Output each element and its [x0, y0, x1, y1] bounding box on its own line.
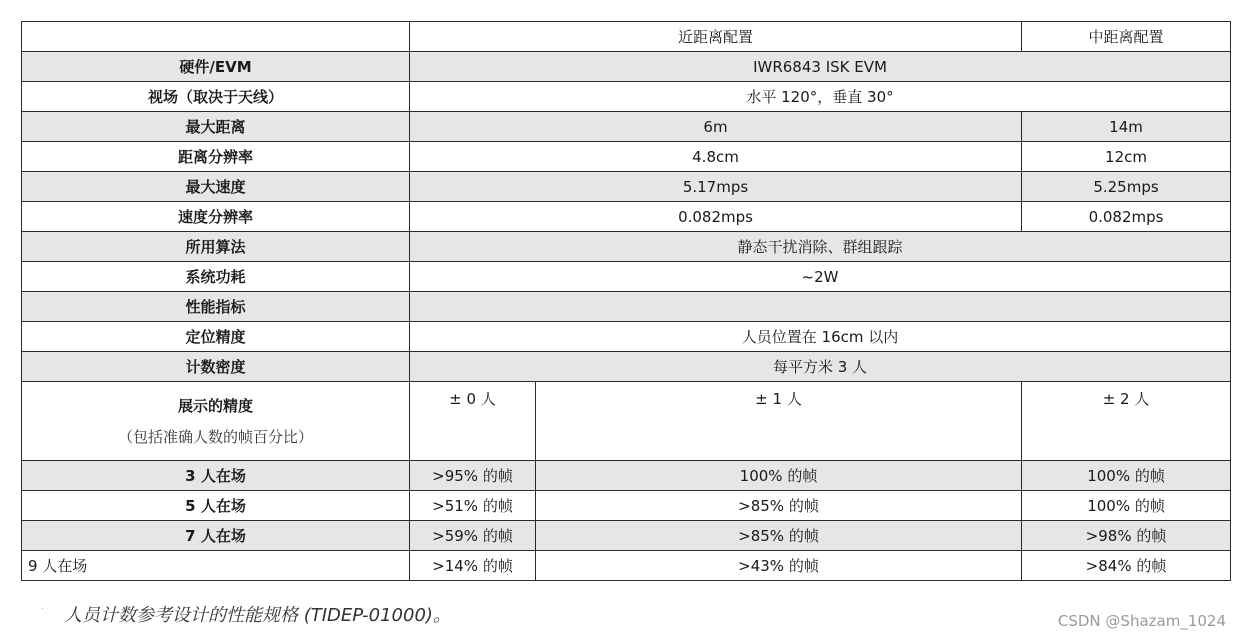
- row-mid-max-range: 14m: [1022, 112, 1231, 142]
- scenario-cell: 100% 的帧: [536, 461, 1022, 491]
- row-label-location-accuracy: 定位精度: [22, 322, 410, 352]
- row-value-hardware: IWR6843 ISK EVM: [410, 52, 1231, 82]
- scenario-cell: 100% 的帧: [1022, 461, 1231, 491]
- row-label-max-range: 最大距离: [22, 112, 410, 142]
- table-caption: 人员计数参考设计的性能规格 (TIDEP-01000)。: [64, 605, 451, 626]
- watermark: CSDN @Shazam_1024: [1057, 612, 1226, 630]
- row-label-max-velocity: 最大速度: [22, 172, 410, 202]
- row-value-fov: 水平 120°，垂直 30°: [410, 82, 1231, 112]
- spec-table: [21, 21, 1231, 581]
- table-row: [22, 112, 1231, 142]
- table-row: [22, 142, 1231, 172]
- scenario-cell: >59% 的帧: [410, 521, 536, 551]
- row-near-velocity-resolution: 0.082mps: [410, 202, 1022, 232]
- scenario-label: 5 人在场: [22, 491, 410, 521]
- row-value-performance: [410, 292, 1231, 322]
- row-label-hardware: 硬件/EVM: [22, 52, 410, 82]
- table-row: [22, 322, 1231, 352]
- header-mid-config: 中距离配置: [1022, 22, 1231, 52]
- row-near-max-range: 6m: [410, 112, 1022, 142]
- header-near-config: 近距离配置: [410, 22, 1022, 52]
- row-label-velocity-resolution: 速度分辨率: [22, 202, 410, 232]
- row-value-power: ~2W: [410, 262, 1231, 292]
- scenario-cell: 100% 的帧: [1022, 491, 1231, 521]
- accuracy-col-2: ± 2 人: [1022, 382, 1231, 461]
- scenario-cell: >95% 的帧: [410, 461, 536, 491]
- accuracy-col-1: ± 1 人: [536, 382, 1022, 461]
- table-row: [22, 352, 1231, 382]
- scenario-label: 7 人在场: [22, 521, 410, 551]
- accuracy-label-cell: [22, 382, 410, 461]
- header-row: [22, 22, 1231, 52]
- scenario-cell: >84% 的帧: [1022, 551, 1231, 581]
- accuracy-title: 展示的精度: [177, 397, 253, 415]
- row-value-count-density: 每平方米 3 人: [410, 352, 1231, 382]
- accuracy-header-row: [22, 382, 1231, 461]
- scenario-label: 3 人在场: [22, 461, 410, 491]
- table-row: [22, 551, 1231, 581]
- table-row: [22, 232, 1231, 262]
- scenario-cell: >85% 的帧: [536, 521, 1022, 551]
- table-row: [22, 262, 1231, 292]
- row-label-count-density: 计数密度: [22, 352, 410, 382]
- scenario-cell: >85% 的帧: [536, 491, 1022, 521]
- scenario-cell: >98% 的帧: [1022, 521, 1231, 551]
- table-row: [22, 82, 1231, 112]
- row-near-range-resolution: 4.8cm: [410, 142, 1022, 172]
- row-label-range-resolution: 距离分辨率: [22, 142, 410, 172]
- row-value-algorithm: 静态干扰消除、群组跟踪: [410, 232, 1231, 262]
- caption-bullet-icon: ·: [41, 604, 45, 615]
- scenario-label: 9 人在场: [22, 551, 410, 581]
- row-label-performance: 性能指标: [22, 292, 410, 322]
- table-row: [22, 172, 1231, 202]
- accuracy-col-0: ± 0 人: [410, 382, 536, 461]
- table-row: [22, 52, 1231, 82]
- row-label-algorithm: 所用算法: [22, 232, 410, 262]
- table-row: [22, 202, 1231, 232]
- accuracy-subtitle: （包括准确人数的帧百分比）: [117, 428, 313, 446]
- table-row: [22, 461, 1231, 491]
- scenario-cell: >14% 的帧: [410, 551, 536, 581]
- row-label-power: 系统功耗: [22, 262, 410, 292]
- table-row: [22, 292, 1231, 322]
- row-value-location-accuracy: 人员位置在 16cm 以内: [410, 322, 1231, 352]
- row-mid-range-resolution: 12cm: [1022, 142, 1231, 172]
- row-mid-max-velocity: 5.25mps: [1022, 172, 1231, 202]
- table-row: [22, 491, 1231, 521]
- table-row: [22, 521, 1231, 551]
- header-empty-cell: [22, 22, 410, 52]
- scenario-cell: >43% 的帧: [536, 551, 1022, 581]
- row-mid-velocity-resolution: 0.082mps: [1022, 202, 1231, 232]
- row-near-max-velocity: 5.17mps: [410, 172, 1022, 202]
- scenario-cell: >51% 的帧: [410, 491, 536, 521]
- row-label-fov: 视场（取决于天线）: [22, 82, 410, 112]
